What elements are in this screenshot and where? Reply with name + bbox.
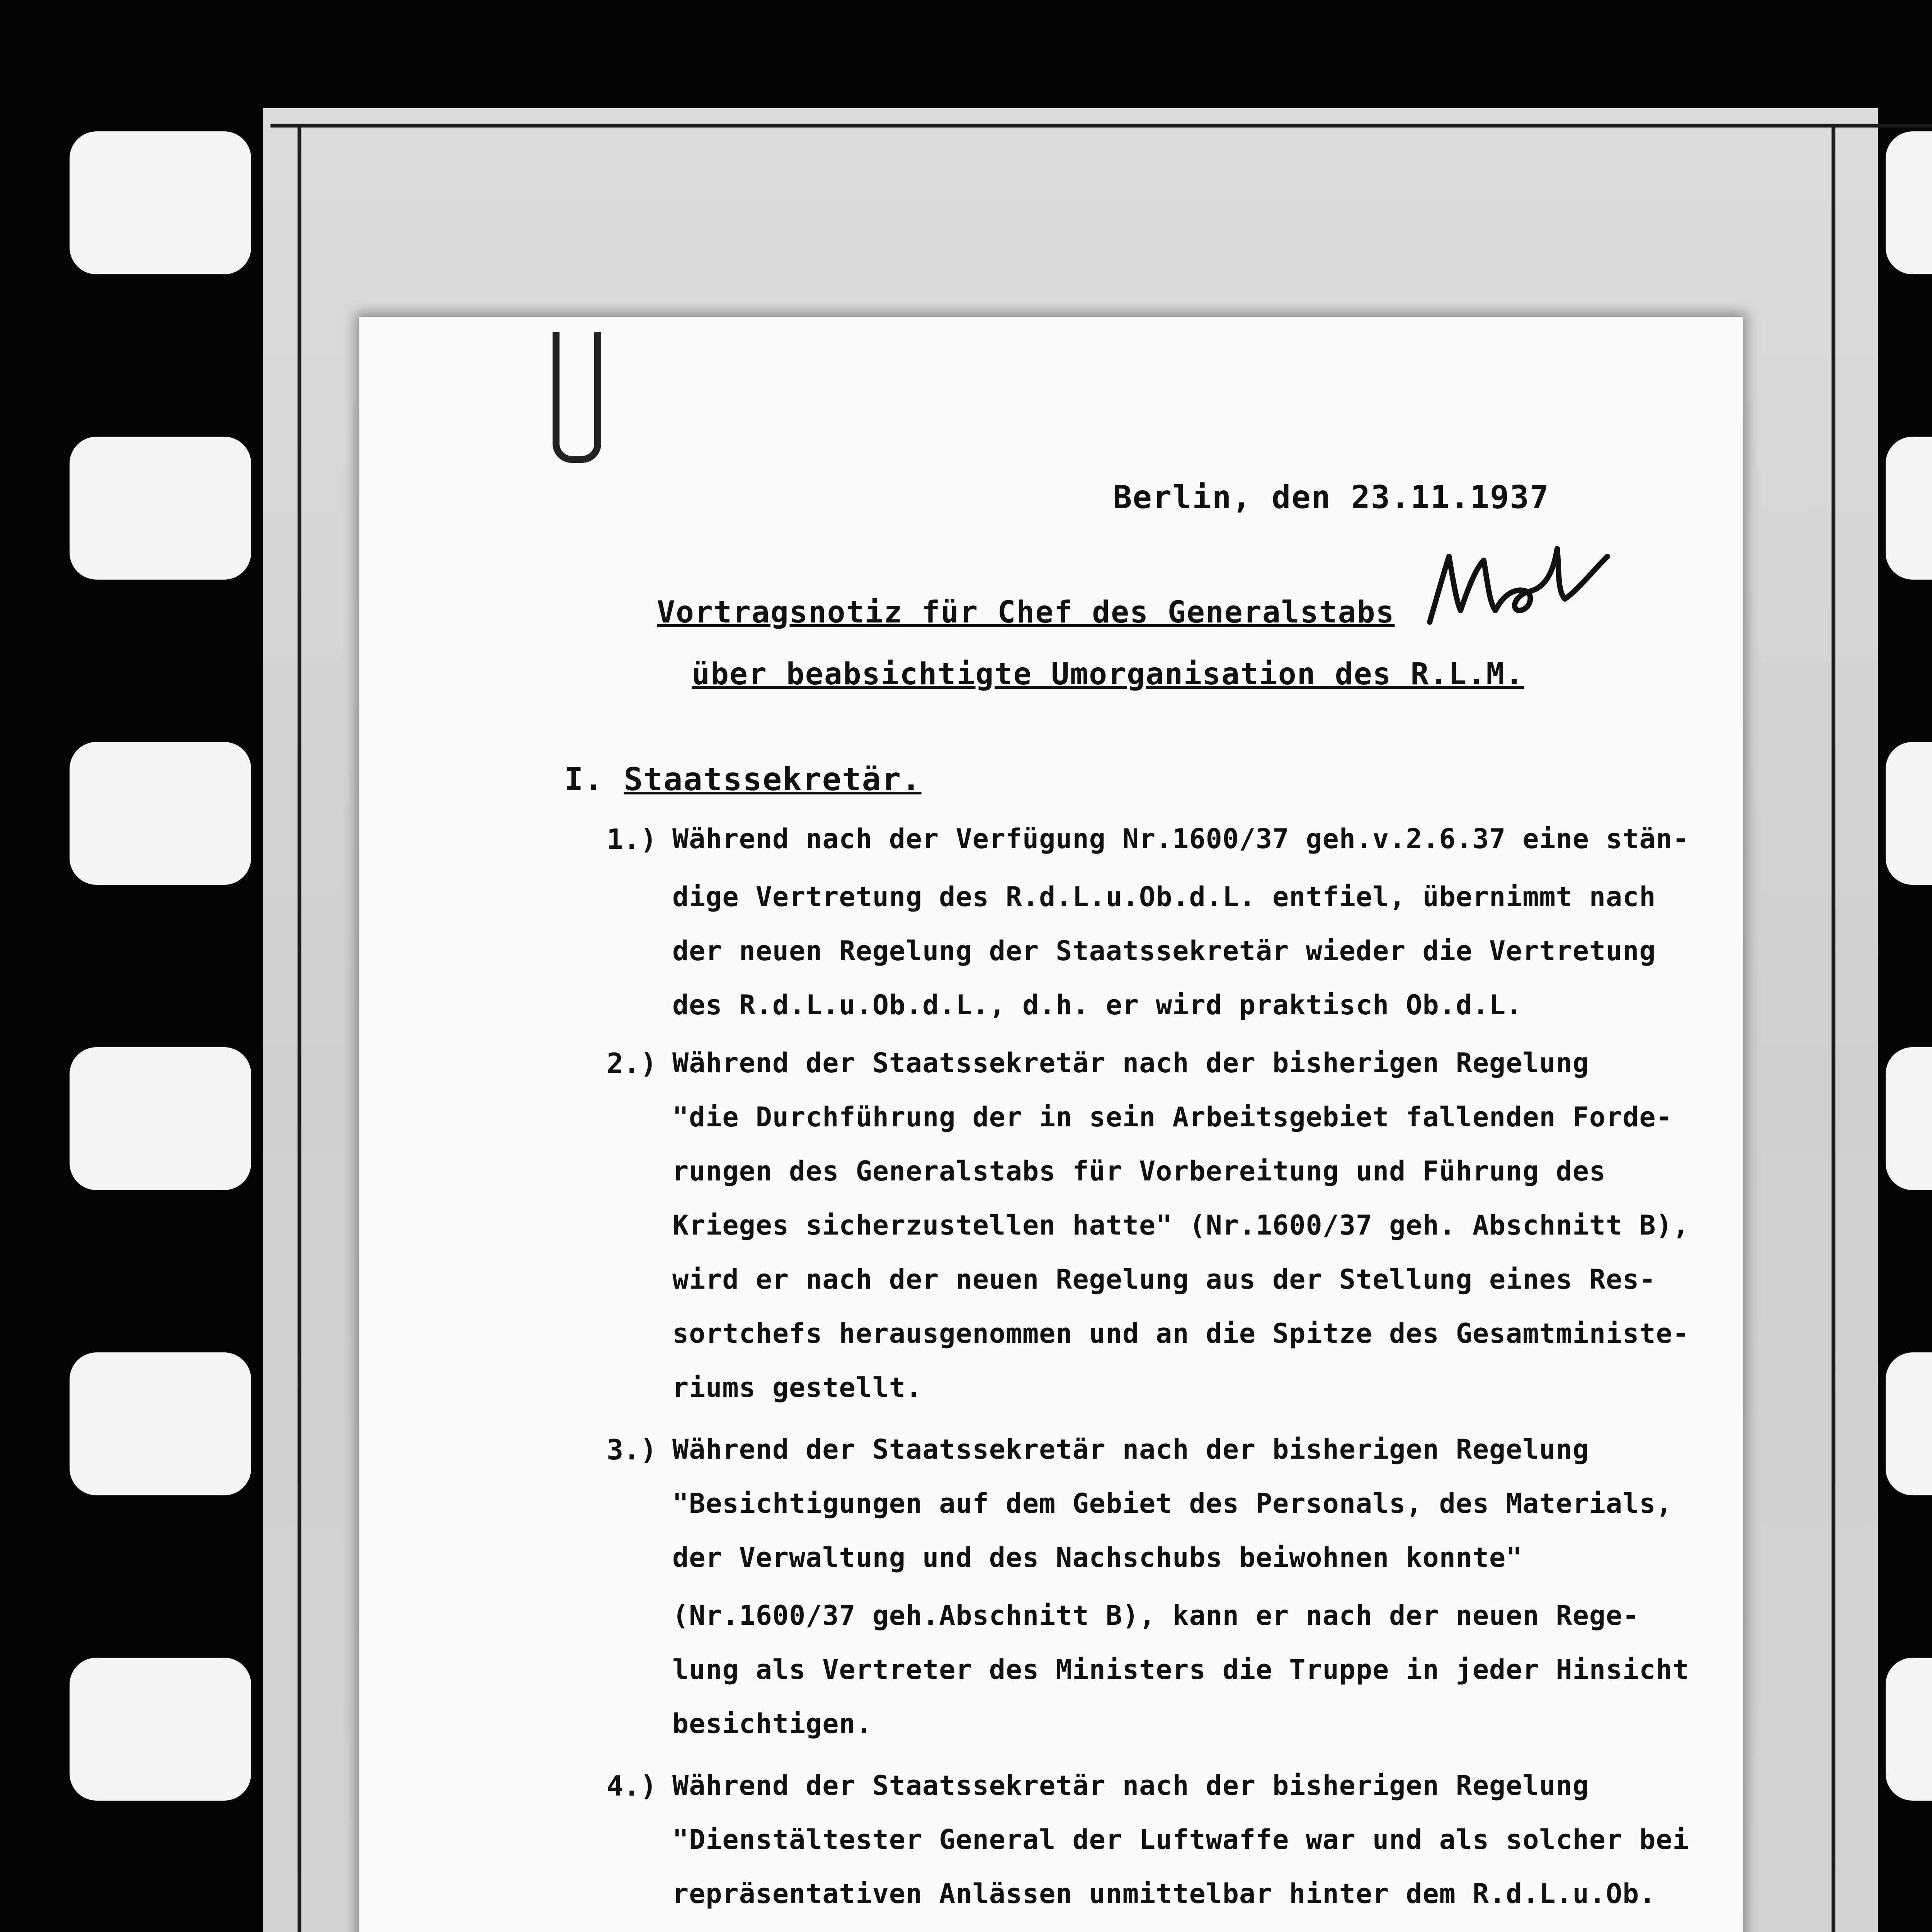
- item-line: "Dienstältester General der Luftwaffe war und als solcher bei: [672, 1824, 1689, 1855]
- sprocket-hole-left: [70, 131, 251, 274]
- item-line: der neuen Regelung der Staatssekretär wieder die Vertretung: [672, 935, 1656, 967]
- sprocket-hole-left: [70, 1352, 251, 1495]
- frame-border-right: [1832, 124, 1835, 1932]
- item-number: 3.): [607, 1434, 657, 1466]
- sprocket-hole-right: [1886, 437, 1932, 580]
- frame-border-top: [270, 124, 1932, 128]
- item-line: "Besichtigungen auf dem Gebiet des Personals, des Materials,: [672, 1488, 1673, 1519]
- sprocket-hole-left: [70, 437, 251, 580]
- item-line: Während der Staatssekretär nach der bisherigen Regelung: [672, 1047, 1589, 1079]
- paper-clip-icon: [553, 332, 601, 463]
- section-heading: [564, 761, 922, 798]
- item-number: 2.): [607, 1047, 657, 1080]
- item-line: besichtigen.: [672, 1708, 872, 1740]
- item-line: Während der Staatssekretär nach der bisherigen Regelung: [672, 1434, 1589, 1465]
- document-date: Berlin, den 23.11.1937: [1113, 479, 1550, 516]
- item-line: "die Durchführung der in sein Arbeitsgebiet fallenden Forde-: [672, 1101, 1673, 1133]
- sprocket-hole-left: [70, 1658, 251, 1801]
- document-title-line-1: Vortragsnotiz für Chef des Generalstabs: [657, 595, 1395, 630]
- item-line: rungen des Generalstabs für Vorbereitung und Führung des: [672, 1155, 1606, 1187]
- sprocket-hole-left: [70, 1047, 251, 1190]
- sprocket-hole-right: [1886, 1047, 1932, 1190]
- sprocket-hole-right: [1886, 742, 1932, 885]
- handwritten-initial-signature: [1422, 533, 1615, 634]
- sprocket-hole-right: [1886, 1658, 1932, 1801]
- item-line: des R.d.L.u.Ob.d.L., d.h. er wird praktisch Ob.d.L.: [672, 989, 1523, 1021]
- item-line: (Nr.1600/37 geh.Abschnitt B), kann er nach der neuen Rege-: [672, 1600, 1639, 1631]
- item-line: der Verwaltung und des Nachschubs beiwohnen konnte": [672, 1542, 1523, 1573]
- item-line: wird er nach der neuen Regelung aus der Stellung eines Res-: [672, 1264, 1656, 1295]
- item-line: Während nach der Verfügung Nr.1600/37 geh.v.2.6.37 eine stän-: [672, 823, 1689, 855]
- section-numeral: I.: [564, 761, 604, 798]
- frame-border-left: [298, 124, 301, 1932]
- sprocket-hole-left: [70, 742, 251, 885]
- section-title: Staatssekretär.: [624, 761, 922, 798]
- item-line: repräsentativen Anlässen unmittelbar hinter dem R.d.L.u.Ob.: [672, 1878, 1656, 1910]
- item-number: 4.): [607, 1770, 657, 1802]
- item-line: dige Vertretung des R.d.L.u.Ob.d.L. entfiel, übernimmt nach: [672, 881, 1656, 913]
- item-line: Während der Staatssekretär nach der bisherigen Regelung: [672, 1770, 1589, 1801]
- item-number: 1.): [607, 823, 657, 855]
- item-line: riums gestellt.: [672, 1372, 923, 1403]
- item-line: Krieges sicherzustellen hatte" (Nr.1600/37 geh. Abschnitt B),: [672, 1209, 1689, 1241]
- item-line: sortchefs herausgenommen und an die Spitze des Gesamtministe-: [672, 1318, 1689, 1349]
- sprocket-hole-right: [1886, 1352, 1932, 1495]
- sprocket-hole-right: [1886, 131, 1932, 274]
- document-title-line-2: über beabsichtigte Umorganisation des R.L.M.: [692, 657, 1524, 692]
- item-line: lung als Vertreter des Ministers die Truppe in jeder Hinsicht: [672, 1654, 1689, 1685]
